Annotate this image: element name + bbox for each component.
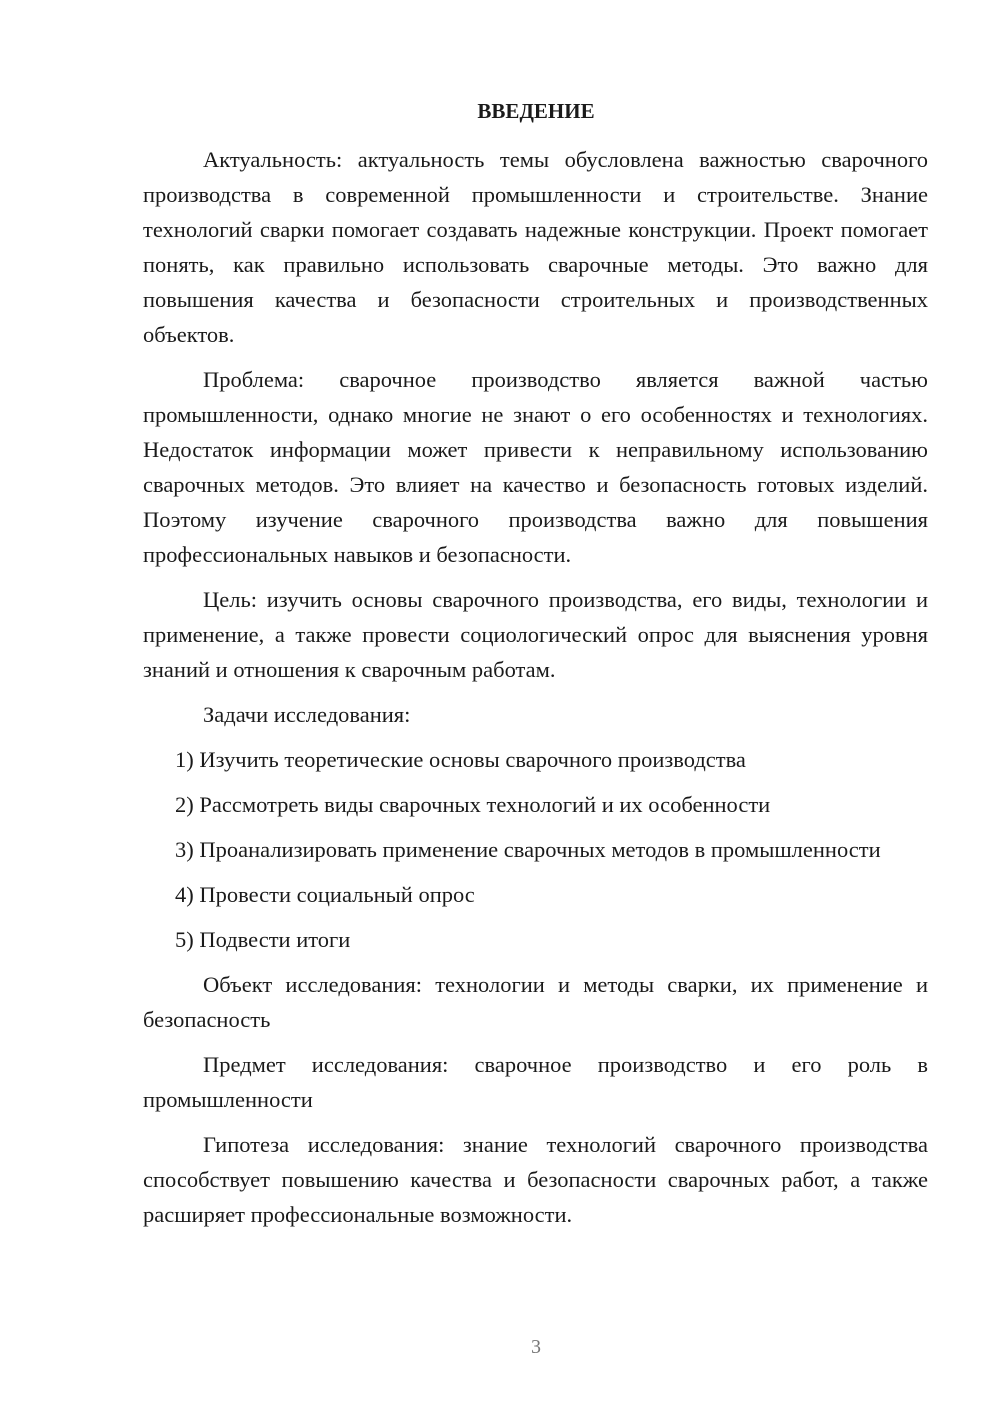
paragraph-tasks-heading: Задачи исследования: xyxy=(203,702,411,727)
paragraph-object: Объект исследования: технологии и методы сварки, их применение и безопасность xyxy=(143,972,928,1032)
paragraph-goal: Цель: изучить основы сварочного производства, его виды, технологии и применение, а также провести социологический опрос для выяснения уровня знаний и отношения к сварочным работам. xyxy=(143,587,928,682)
paragraph-problem: Проблема: сварочное производство является важной частью промышленности, однако многие не знают о его особенностях и технологиях. Недостаток информации может привести к неправильному использованию сварочных методов. Это влияет на качество и безопасность готовых изделий. Поэтому изучение сварочного производства важно для повышения профессиональных навыков и безопасности. xyxy=(143,367,928,567)
task-item-3: 3) Проанализировать применение сварочных методов в промышленности xyxy=(175,837,881,862)
page-number: 3 xyxy=(531,1336,541,1358)
document-body xyxy=(143,142,928,1242)
task-item-1: 1) Изучить теоретические основы сварочного производства xyxy=(175,747,746,772)
task-item-5: 5) Подвести итоги xyxy=(175,927,351,952)
paragraph-hypothesis: Гипотеза исследования: знание технологий сварочного производства способствует повышению качества и безопасности сварочных работ, а также расширяет профессиональные возможности. xyxy=(143,1132,928,1227)
paragraph-relevance: Актуальность: актуальность темы обусловлена важностью сварочного производства в современной промышленности и строительстве. Знание технологий сварки помогает создавать надежные конструкции. Проект помогает понять, как правильно использовать сварочные методы. Это важно для повышения качества и безопасности строительных и производственных объектов. xyxy=(143,147,928,347)
paragraph-subject: Предмет исследования: сварочное производство и его роль в промышленности xyxy=(143,1052,928,1112)
task-item-4: 4) Провести социальный опрос xyxy=(175,882,475,907)
task-item-2: 2) Рассмотреть виды сварочных технологий и их особенности xyxy=(175,792,771,817)
page-title: ВВЕДЕНИЕ xyxy=(477,99,595,123)
